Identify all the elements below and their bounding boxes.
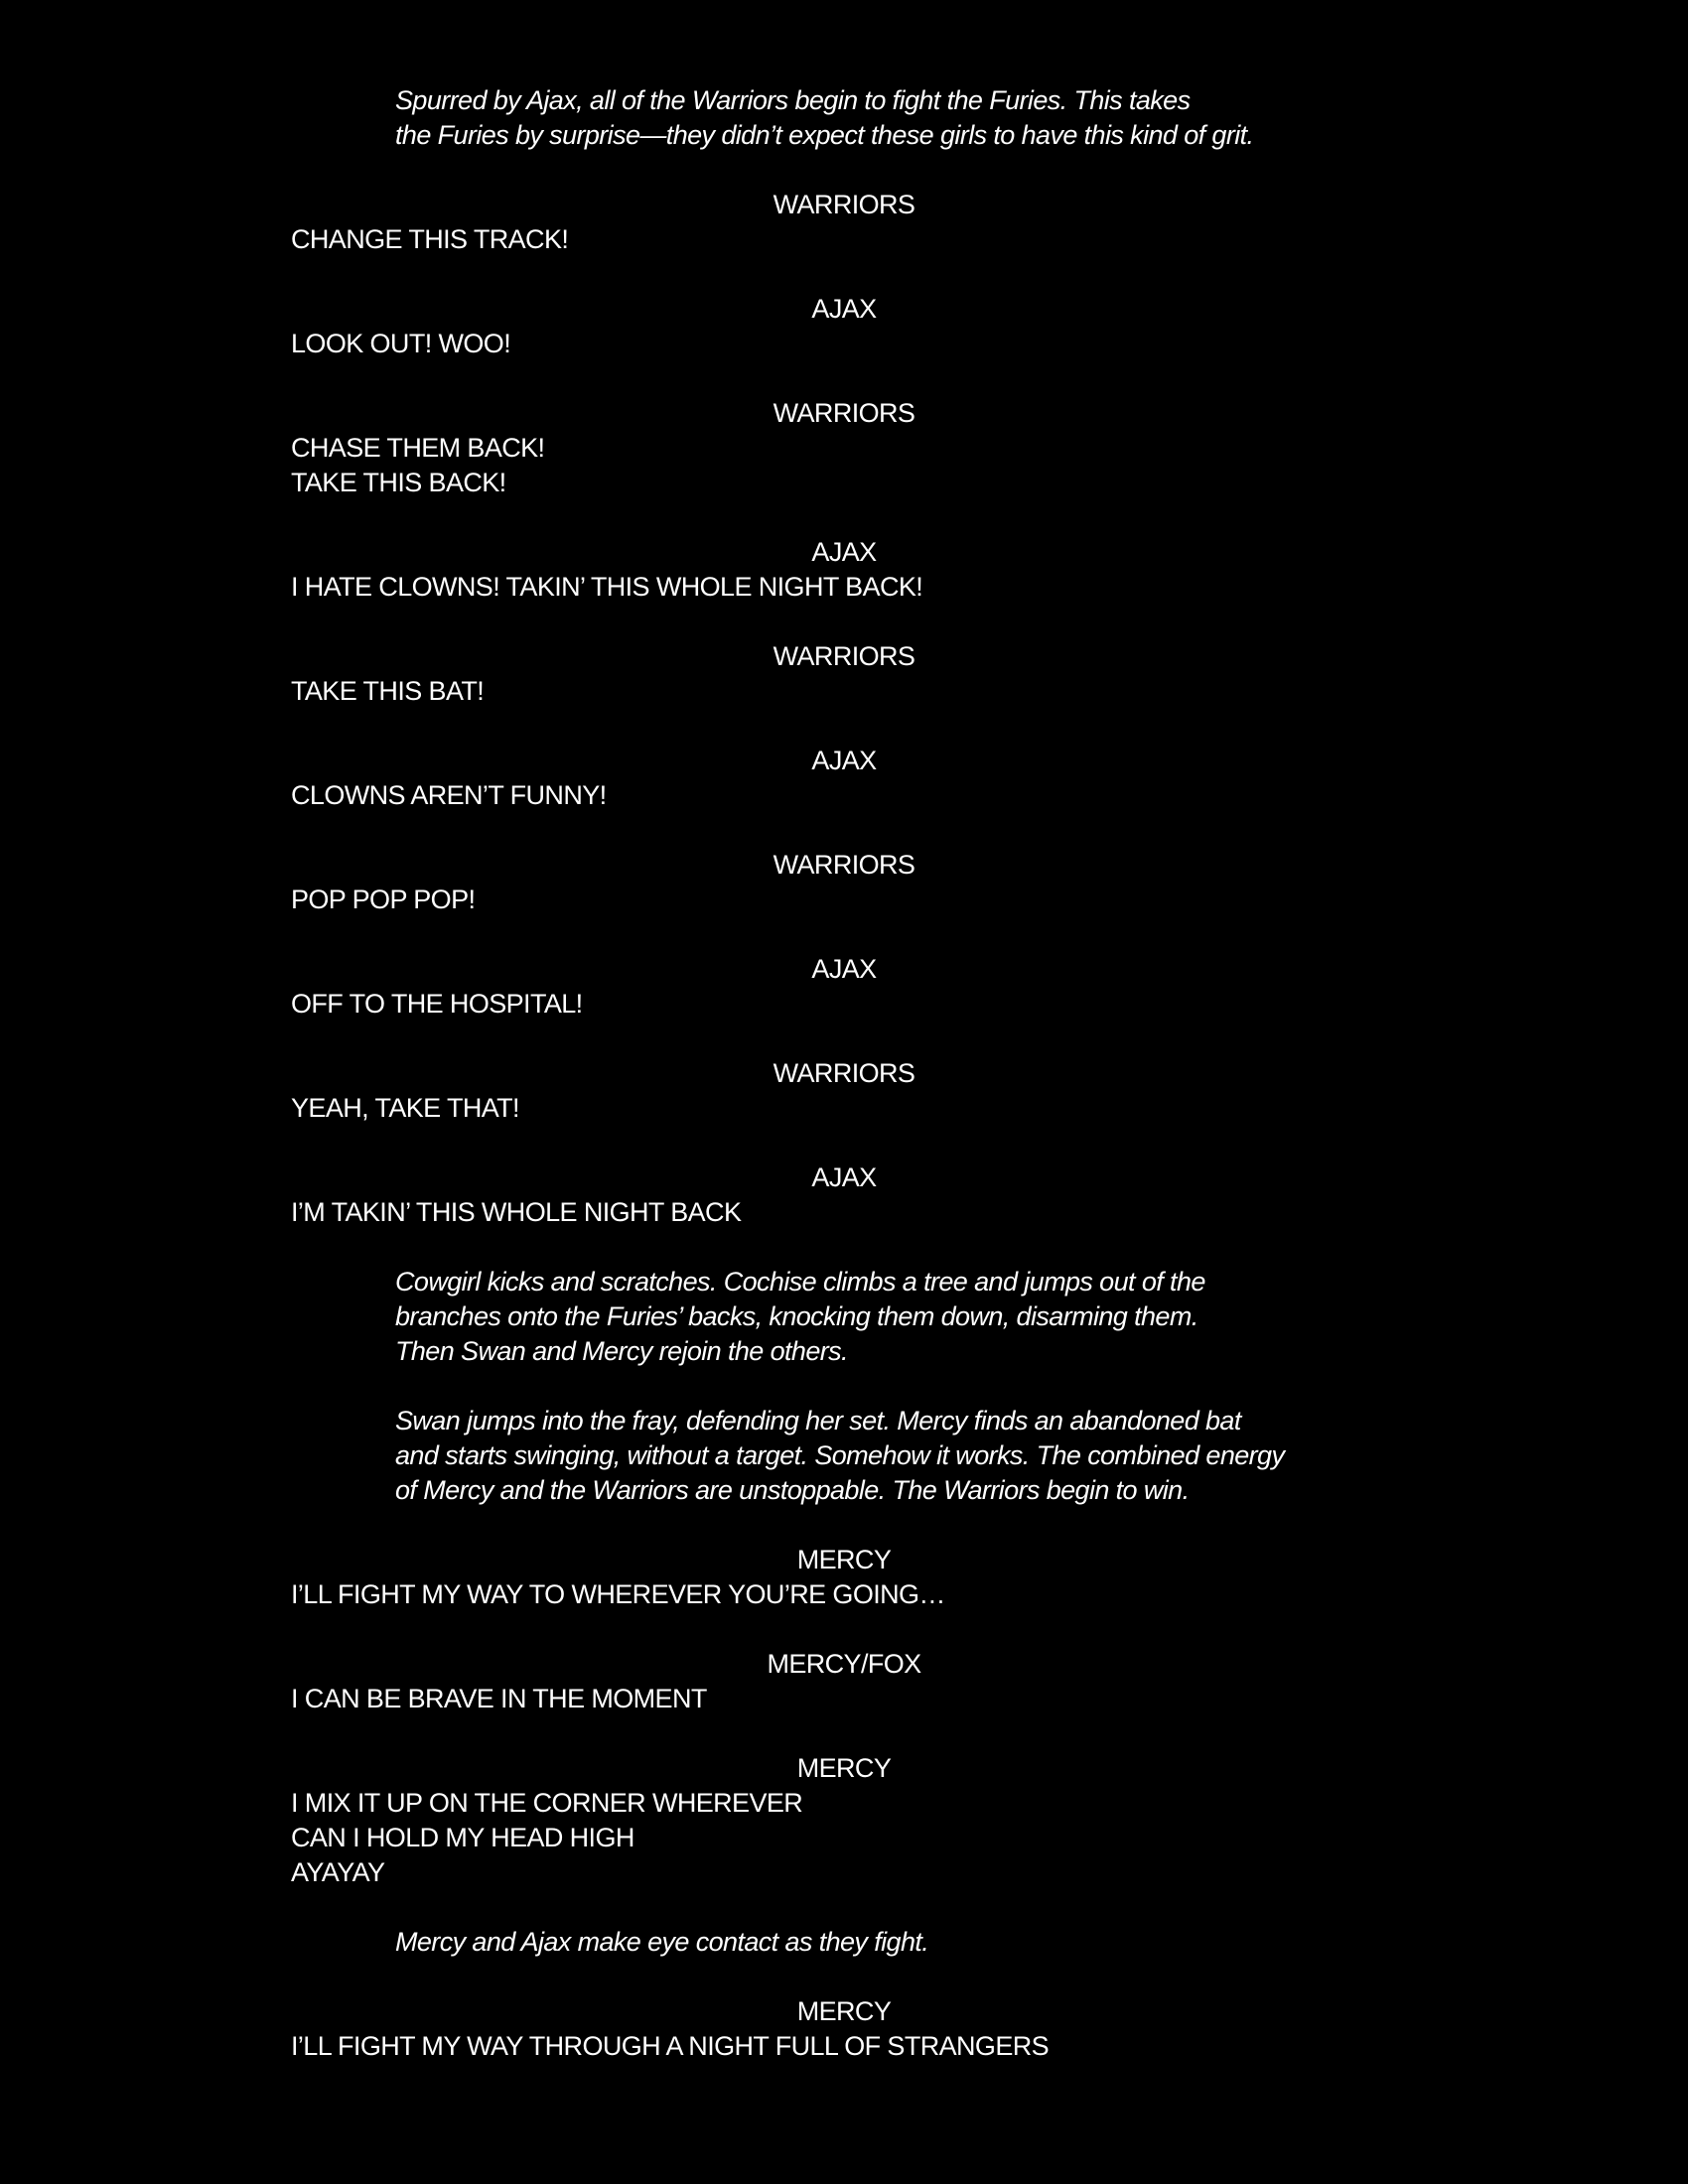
dialogue-line: CLOWNS AREN’T FUNNY! xyxy=(291,780,607,810)
character-name: AJAX xyxy=(811,537,877,567)
character-name: AJAX xyxy=(811,954,877,984)
cue-block xyxy=(0,1543,1688,1612)
dialogue-line: I’LL FIGHT MY WAY TO WHEREVER YOU’RE GOING… xyxy=(291,1579,945,1609)
stage-direction xyxy=(395,1925,1388,1960)
stage-direction-line: Spurred by Ajax, all of the Warriors begin to fight the Furies. This takes xyxy=(395,85,1191,115)
character-name: MERCY xyxy=(796,1753,892,1783)
stage-direction-line: Cowgirl kicks and scratches. Cochise climbs a tree and jumps out of the xyxy=(395,1267,1205,1297)
stage-direction xyxy=(395,83,1388,153)
dialogue-line: AYAYAY xyxy=(291,1857,385,1887)
dialogue-line: CHANGE THIS TRACK! xyxy=(291,224,569,254)
stage-direction xyxy=(395,1404,1388,1508)
dialogue-line: I CAN BE BRAVE IN THE MOMENT xyxy=(291,1684,707,1713)
dialogue-line: TAKE THIS BACK! xyxy=(291,468,506,497)
character-name: WARRIORS xyxy=(773,398,915,428)
cue-block xyxy=(0,396,1688,500)
dialogue-line: CHASE THEM BACK! xyxy=(291,433,545,463)
character-name: AJAX xyxy=(811,294,877,324)
dialogue-line: LOOK OUT! WOO! xyxy=(291,329,511,358)
character-name: WARRIORS xyxy=(773,850,915,880)
cue-block xyxy=(0,292,1688,361)
dialogue-line: OFF TO THE HOSPITAL! xyxy=(291,989,583,1019)
cue-block xyxy=(0,952,1688,1022)
cue-block xyxy=(0,1160,1688,1230)
cue-block xyxy=(0,744,1688,813)
dialogue-line: I HATE CLOWNS! TAKIN’ THIS WHOLE NIGHT BACK! xyxy=(291,572,923,602)
dialogue-line: I MIX IT UP ON THE CORNER WHEREVER xyxy=(291,1788,803,1818)
stage-direction-line: and starts swinging, without a target. Somehow it works. The combined energy xyxy=(395,1440,1285,1470)
cue-block xyxy=(0,188,1688,257)
character-name: MERCY xyxy=(796,1996,892,2026)
cue-block xyxy=(0,1056,1688,1126)
stage-direction-line: Then Swan and Mercy rejoin the others. xyxy=(395,1336,848,1366)
stage-direction-line: the Furies by surprise—they didn’t expect these girls to have this kind of grit. xyxy=(395,120,1254,150)
stage-direction-line: Swan jumps into the fray, defending her set. Mercy finds an abandoned bat xyxy=(395,1406,1241,1435)
character-name: WARRIORS xyxy=(773,1058,915,1088)
dialogue-line: I’LL FIGHT MY WAY THROUGH A NIGHT FULL OF STRANGERS xyxy=(291,2031,1050,2061)
stage-direction-line: of Mercy and the Warriors are unstoppable. The Warriors begin to win. xyxy=(395,1475,1190,1505)
stage-direction-line: branches onto the Furies’ backs, knocking them down, disarming them. xyxy=(395,1301,1198,1331)
dialogue-line: CAN I HOLD MY HEAD HIGH xyxy=(291,1823,634,1852)
cue-block xyxy=(0,1994,1688,2064)
dialogue-line: TAKE THIS BAT! xyxy=(291,676,485,706)
cue-block xyxy=(0,1647,1688,1716)
cue-block xyxy=(0,848,1688,917)
character-name: MERCY/FOX xyxy=(767,1649,921,1679)
dialogue-line: YEAH, TAKE THAT! xyxy=(291,1093,519,1123)
dialogue-line: POP POP POP! xyxy=(291,885,476,914)
stage-direction-line: Mercy and Ajax make eye contact as they fight. xyxy=(395,1927,929,1957)
character-name: MERCY xyxy=(796,1545,892,1574)
cue-block xyxy=(0,639,1688,709)
character-name: WARRIORS xyxy=(773,190,915,219)
character-name: WARRIORS xyxy=(773,641,915,671)
character-name: AJAX xyxy=(811,1162,877,1192)
character-name: AJAX xyxy=(811,746,877,775)
dialogue-line: I’M TAKIN’ THIS WHOLE NIGHT BACK xyxy=(291,1197,742,1227)
cue-block xyxy=(0,1751,1688,1890)
stage-direction xyxy=(395,1265,1388,1369)
cue-block xyxy=(0,535,1688,605)
